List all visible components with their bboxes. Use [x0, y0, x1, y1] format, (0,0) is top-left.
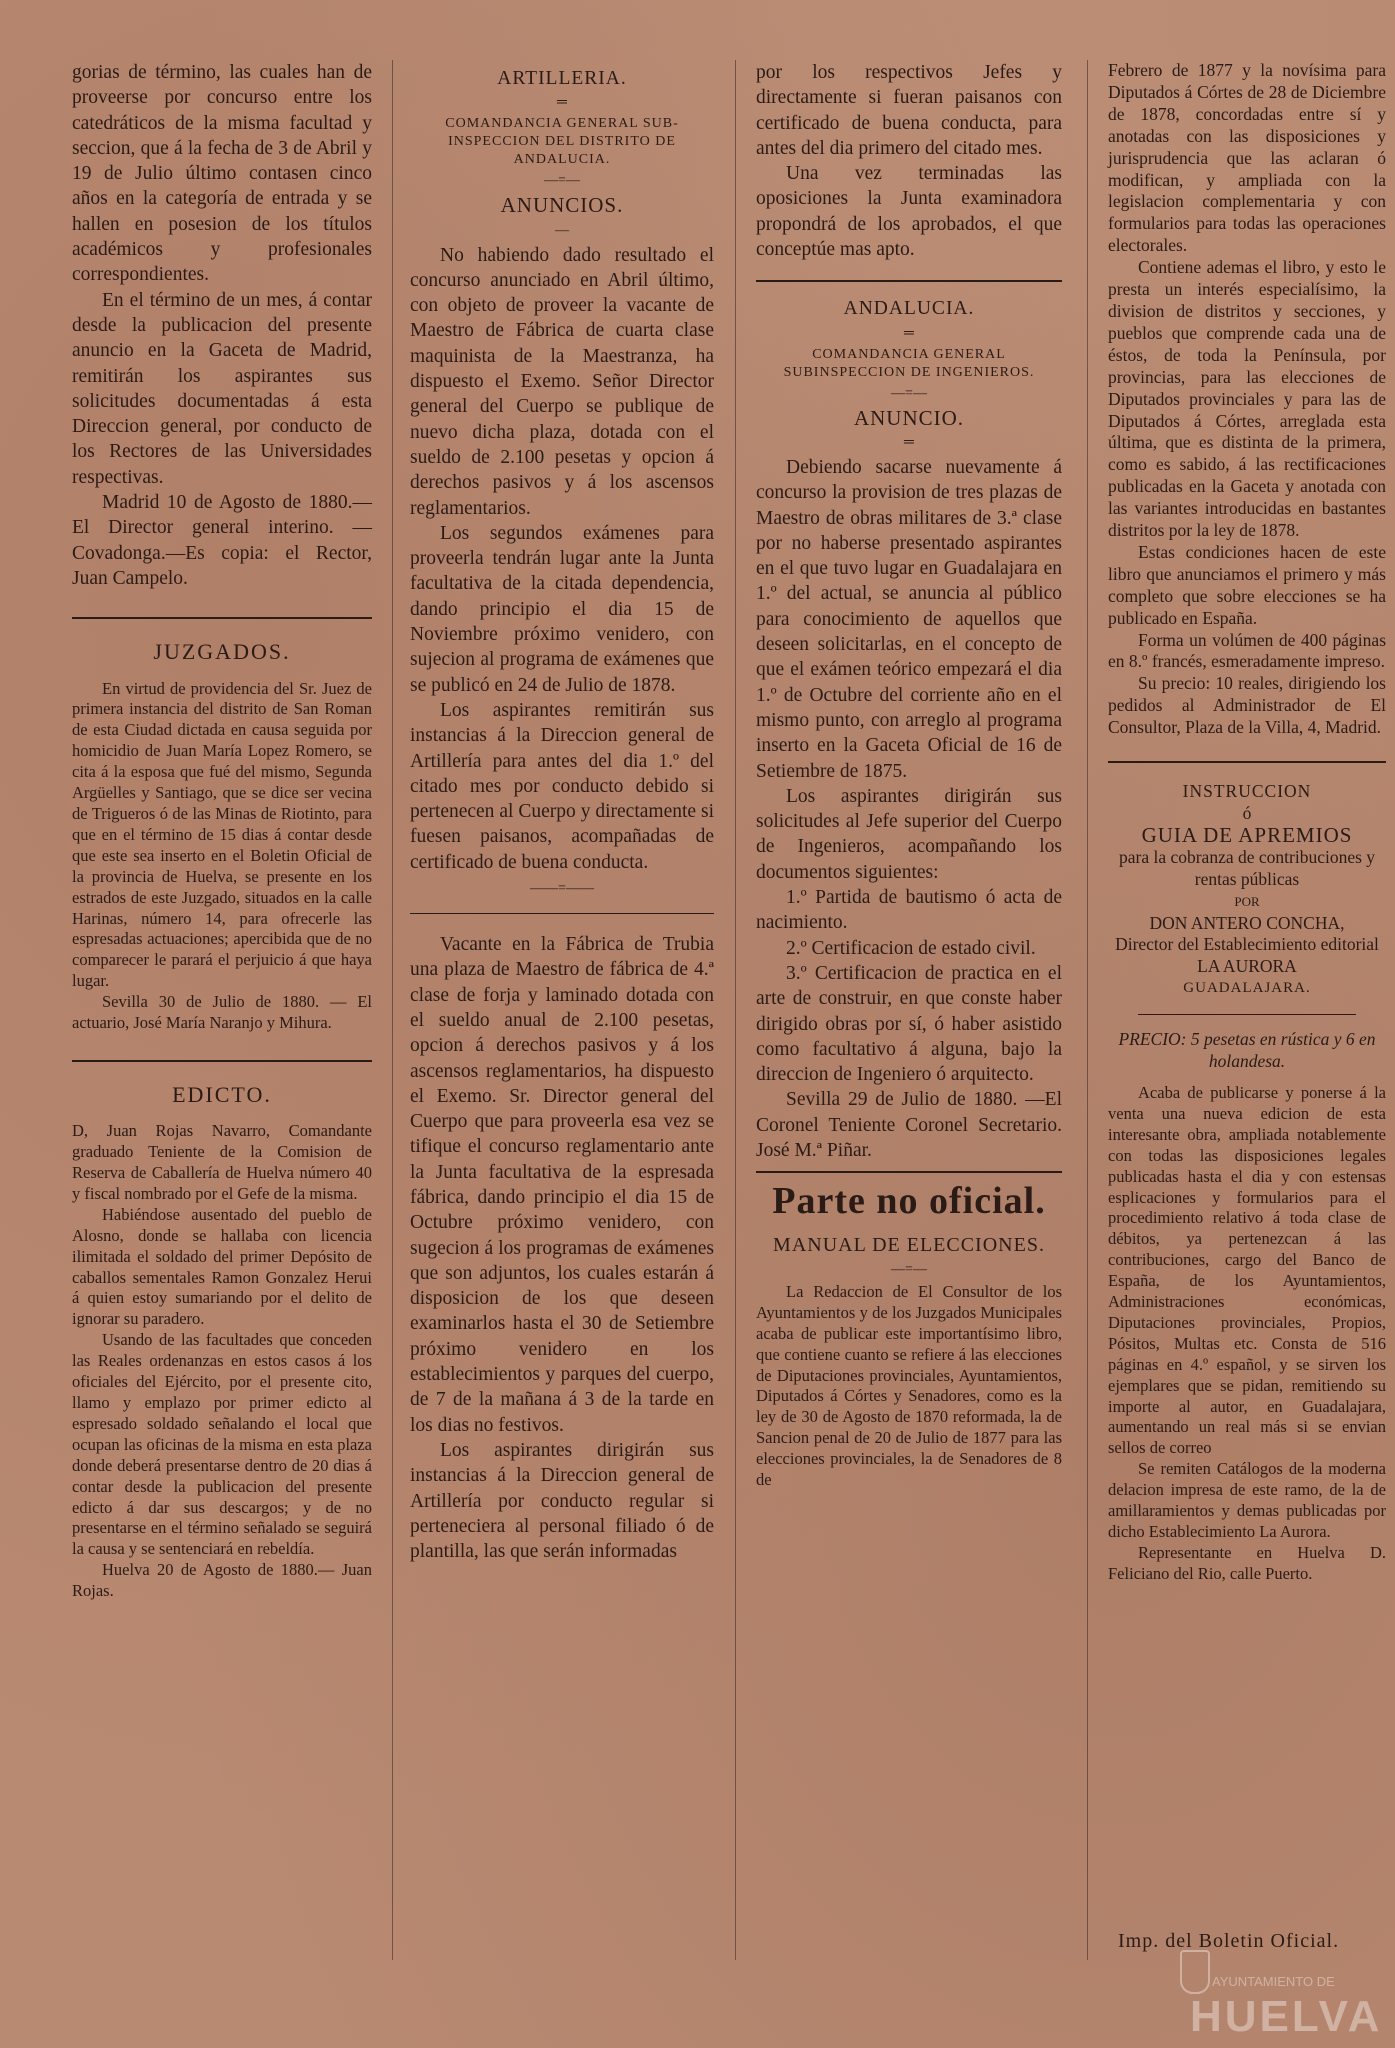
paragraph: Los segundos exámenes para proveerla tendrán lugar ante la Junta facultativa de la citada dependencia, dando principio el dia 15 de Noviembre próximo venidero, con sujecion al programa de exámenes que se publicó en 24 de Julio de 1878. — [410, 522, 714, 696]
list-item: 3.º Certificacion de practica en el arte de construir, en que conste haber dirigido obras por sí, ó haber asistido como facultativo á alguna, bajo la direccion de Ingeniero ó arquitecto. — [756, 962, 1062, 1086]
separator: —=— — [891, 385, 927, 401]
book-subtitle: para la cobranza de contribuciones y rentas públicas — [1118, 846, 1376, 889]
section-title-anuncios: ANUNCIOS. — [500, 193, 624, 218]
section-divider — [1108, 761, 1386, 763]
archive-watermark — [1180, 1950, 1383, 2041]
crest-icon — [1180, 1950, 1210, 1994]
column-3 — [756, 60, 1062, 1491]
section-divider — [756, 280, 1062, 282]
column-4 — [1108, 60, 1386, 1585]
column-1 — [72, 60, 372, 1602]
book-title-guia: GUIA DE APREMIOS — [1141, 822, 1353, 847]
column-2 — [410, 60, 714, 1564]
column-divider — [392, 60, 393, 1960]
paragraph: Acaba de publicarse y ponerse á la venta una nueva edicion de esta interesante obra, ampliada notablemente con todas las disposiciones legales publicadas hasta el dia y con estensas esplicaciones y formularios para el procedimiento relativo á toda clase de débitos, ya pertenezcan á las contribuciones, cargo del Banco de España, de los Ayuntamientos, Administraciones económicas, Diputaciones provinciales, Propios, Pósitos, Multas etc. Consta de 516 páginas en 4.º español, y se sirven los ejemplares que se pidan, remitiendo su importe al autor, en Guadalajara, aumentando un real más si se envian sellos de correo — [1108, 1082, 1386, 1458]
separator: ═ — [904, 325, 914, 341]
column-divider — [1087, 60, 1088, 1960]
book-price: PRECIO: 5 pesetas en rústica y 6 en holandesa. — [1118, 1029, 1376, 1072]
paragraph: No habiendo dado resultado el concurso anunciado en Abril último, con objeto de proveer la vacante de Maestro de Fábrica de cuarta clase maquinista de la Maestranza, ha dispuesto el Exemo. Señor Director general del Cuerpo se publique de nuevo dicha plaza, dotada con el sueldo de 2.100 pesetas y opcion á derechos pasivos y á los ascensos reglamentarios. — [410, 244, 714, 519]
book-author-title: Director del Establecimiento editorial LA AURORA — [1115, 934, 1379, 977]
imprint-line: Imp. del Boletin Oficial. — [1118, 1930, 1340, 1952]
signature: Sevilla 29 de Julio de 1880. —El Coronel Teniente Coronel Secretario. José M.ª Piñar. — [756, 1089, 1062, 1161]
signature: Huelva 20 de Agosto de 1880.— Juan Rojas. — [72, 1560, 372, 1601]
paragraph: En el término de un mes, á contar desde la publicacion del presente anuncio en la Gaceta de Madrid, remitirán los aspirantes sus solicitudes documentadas á esta Direccion general, por conducto de los Rectores de las Universidades respectivas. — [72, 289, 372, 488]
separator: — — [555, 222, 569, 238]
section-divider — [410, 913, 714, 914]
paragraph: Se remiten Catálogos de la moderna delacion impresa de este ramo, de la de amillaramientos y demas publicadas por dicho Establecimiento La Aurora. — [1108, 1459, 1386, 1541]
separator: ═ — [557, 95, 567, 111]
paragraph: Estas condiciones hacen de este libro que anunciamos el primero y más completo que sobre elecciones se ha publicado en España. — [1108, 541, 1386, 628]
separator: —=— — [891, 1261, 927, 1277]
book-title-conjunction: ó — [1242, 803, 1252, 823]
paragraph: Los aspirantes dirigirán sus solicitudes al Jefe superior del Cuerpo de Ingenieros, acompañando los documentos siguientes: — [756, 785, 1062, 883]
watermark-city-text: HUELVA — [1190, 1992, 1383, 2041]
separator: ——=—— — [530, 881, 594, 897]
paragraph: Forma un volúmen de 400 páginas en 8.º francés, esmeradamente impreso. — [1108, 629, 1386, 672]
section-title-manual: MANUAL DE ELECCIONES. — [773, 1233, 1045, 1256]
book-title-instruccion: INSTRUCCION — [1182, 781, 1312, 802]
paragraph: Debiendo sacarse nuevamente á concurso la provision de tres plazas de Maestro de obras militares de 3.ª clase por no haberse presentado aspirantes en el que tuvo lugar en Guadalajara en 1.º del actual, se anuncia al público para conocimiento de aquellos que deseen solicitarlas, en el concepto de que el exámen teórico empezará el dia 1.º de Octubre del corriente año en el mismo punto, con arreglo al programa inserto en la Gaceta Oficial de 16 de Setiembre de 1875. — [756, 456, 1062, 782]
book-city: GUADALAJARA. — [1183, 980, 1311, 997]
paragraph: Usando de las facultades que conceden las Reales ordenanzas en estos casos á los oficiales del Ejército, por el presente cito, llamo y emplazo por primer edicto al espresado soldado señalando el local que ocupan las oficinas de la misma en esta plaza donde deberá presentarse dentro de 20 dias á contar desde la publicacion del presente edicto á dar sus descargos; y de no presentarse en el término señalado se seguirá la causa y se sentenciará en rebeldía. — [72, 1330, 372, 1559]
section-title-anuncio: ANUNCIO. — [853, 405, 965, 430]
section-title-andalucia: ANDALUCIA. — [843, 298, 975, 320]
section-title-parte-no-oficial: Parte no oficial. — [756, 1171, 1062, 1214]
separator: —=— — [544, 173, 580, 189]
paragraph: por los respectivos Jefes y directamente si fueran paisanos con certificado de buena conducta, para antes del dia primero del citado mes. — [756, 62, 1062, 159]
section-title-juzgados: JUZGADOS. — [153, 639, 291, 665]
paragraph: Contiene ademas el libro, y esto le presta un interés especialísimo, la division de distritos y secciones, y pueblos que comprende cada una de éstos, de toda la Península, por provincias, para las elecciones de Diputados provinciales y para las de Diputados á Córtes, arreglada esta última, que es distinta de la primera, como es sabido, á las rectificaciones publicadas en la Gaceta y anotada con las variantes introducidas en bastantes distritos por la ley de 1878. — [1108, 257, 1386, 541]
column-divider — [735, 60, 736, 1960]
list-item: 2.º Certificacion de estado civil. — [786, 937, 1036, 959]
paragraph: Febrero de 1877 y la novísima para Diputados á Córtes de 28 de Diciembre de 1878, concordadas entre sí y anotadas con las disposiciones y jurisprudencia que las aclaran ó modifican, y ampliada con la legislacion complementaria y con formularios para todas las operaciones electorales. — [1108, 60, 1386, 256]
section-title-artilleria: ARTILLERIA. — [497, 68, 627, 89]
paragraph: D, Juan Rojas Navarro, Comandante graduado Teniente de la Comision de Reserva de Caballería de Huelva número 40 y fiscal nombrado por el Gefe de la misma. — [72, 1121, 372, 1203]
book-by: POR — [1234, 893, 1260, 909]
paragraph: La Redaccion de El Consultor de los Ayuntamientos y de los Juzgados Municipales acaba de publicar este importantísimo libro, que contiene cuanto se refiere á las elecciones de Diputaciones provinciales, Ayuntamientos, Diputados á Córtes y Senadores, como es la ley de 30 de Agosto de 1870 reformada, la de Sancion penal de 20 de Julio de 1877 para las elecciones provinciales, la de Senadores de 8 de — [756, 1281, 1062, 1490]
paragraph: Vacante en la Fábrica de Trubia una plaza de Maestro de fábrica de 4.ª clase de forja y laminado dotada con el sueldo anual de 2.100 pesetas, opcion á derechos pasivos y á los ascensos reglamentarios, ha dispuesto el Exemo. Sr. Director general del Cuerpo que para proveerla esa vez se tifique el concurso reglamentario ante la Junta facultativa de la espresada fábrica, dando principio el dia 15 de Octubre próximo venidero, con sugecion á los programas de exámenes que son adjuntos, los cuales estarán á disposicion de los que deseen examinarlos hasta el 30 de Setiembre próximo venidero en los establecimientos y parques del cuerpo, de 7 de la mañana á 3 de la tarde en los dias no festivos. — [410, 934, 714, 1436]
section-subtitle: COMANDANCIA GENERAL SUB-INSPECCION DEL DISTRITO DE ANDALUCIA. — [445, 116, 679, 168]
signature: Sevilla 30 de Julio de 1880. — El actuario, José María Naranjo y Mihura. — [72, 992, 372, 1033]
section-divider — [1138, 1014, 1356, 1015]
section-subtitle: COMANDANCIA GENERAL SUBINSPECCION DE INGENIEROS. — [783, 346, 1035, 380]
paragraph: Habiéndose ausentado del pueblo de Alosno, donde se hallaba con licencia ilimitada el soldado del primer Depósito de caballos sementales Ramon Gonzalez Herui á quien estoy sumariando por el delito de ignorar su paradero. — [72, 1204, 372, 1329]
watermark-top-text: AYUNTAMIENTO DE — [1212, 1974, 1335, 1989]
paragraph: En virtud de providencia del Sr. Juez de primera instancia del distrito de San Roman de esta Ciudad dictada en causa seguida por homicidio de Juan María Lopez Romero, se cita á la esposa que fué del mismo, Segunda Argüelles y Santiago, que se dice ser vecina de Trigueros ó de las Minas de Riotinto, para que en el término de 15 dias á contar desde que este sea inserto en el Boletin Oficial de la provincia de Huelva, se presente en los estrados de este Juzgado, situados en la calle Harinas, número 14, para ofrecerle las espresadas actuaciones; apercibida que de no comparecer le parará el perjuicio á que haya lugar. — [72, 678, 372, 991]
list-item: 1.º Partida de bautismo ó acta de nacimiento. — [756, 887, 1062, 934]
section-divider — [72, 1060, 372, 1062]
paragraph: gorias de término, las cuales han de proveerse por concurso entre los catedráticos de la misma facultad y seccion, que á la fecha de 3 de Abril y 19 de Julio último contasen cinco años en la categoría de entrada y se hallen en posesion de los títulos académicos y profesionales correspondientes. — [72, 62, 372, 286]
paragraph: Los aspirantes dirigirán sus instancias á la Direccion general de Artillería por conducto regular si perteneciera al personal filiado ó de plantilla, las que serán informadas — [410, 1439, 714, 1563]
paragraph: Su precio: 10 reales, dirigiendo los pedidos al Administrador de El Consultor, Plaza de la Villa, 4, Madrid. — [1108, 673, 1386, 738]
book-author: DON ANTERO CONCHA, — [1149, 912, 1345, 933]
separator: ═ — [904, 434, 914, 450]
signature: Madrid 10 de Agosto de 1880.—El Director general interino. — Covadonga.—Es copia: el Rector, Juan Campelo. — [72, 492, 372, 589]
section-divider — [72, 617, 372, 619]
paragraph: Los aspirantes remitirán sus instancias á la Direccion general de Artillería para antes del dia 1.º del citado mes por conducto debido si pertenecen al Cuerpo y directamente si fuesen paisanos, acompañadas de certificado de buena conducta. — [410, 699, 714, 873]
paragraph: Representante en Huelva D. Feliciano del Rio, calle Puerto. — [1108, 1542, 1386, 1583]
section-title-edicto: EDICTO. — [172, 1081, 272, 1107]
paragraph: Una vez terminadas las oposiciones la Junta examinadora propondrá de los aprobados, el que conceptúe mas apto. — [756, 163, 1062, 261]
